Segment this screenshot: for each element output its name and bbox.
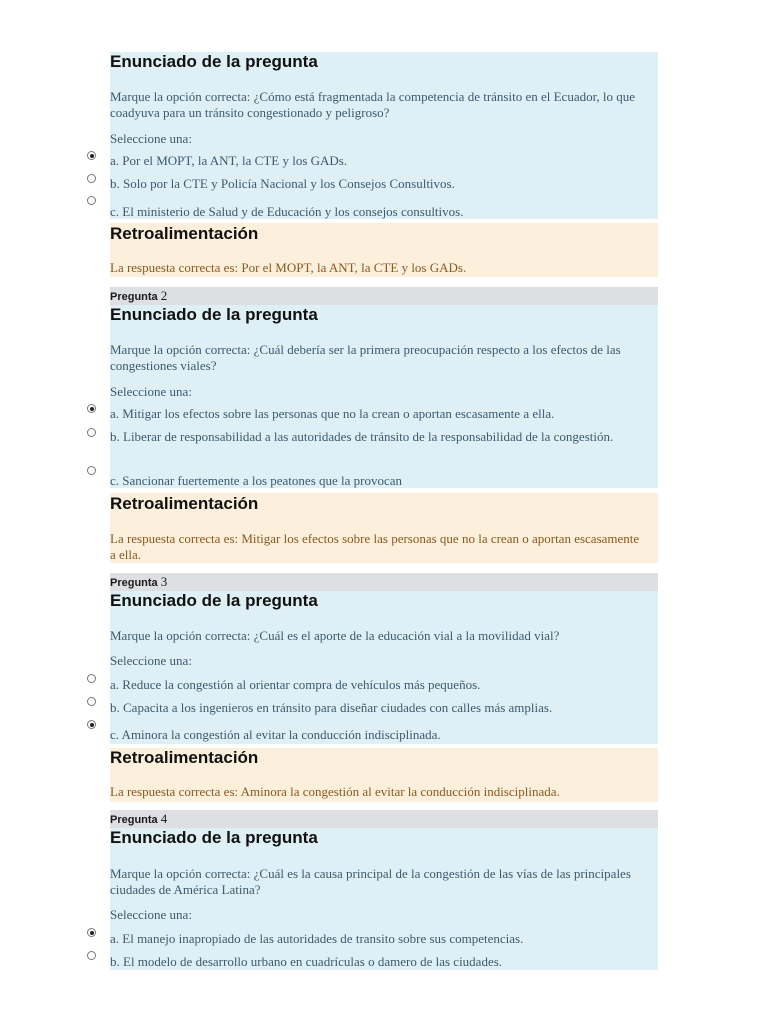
question-2-number xyxy=(110,287,658,305)
question-label: Pregunta xyxy=(110,814,158,826)
radio-q3-b[interactable] xyxy=(87,697,96,706)
option-b[interactable]: b. Capacita a los ingenieros en tránsito para diseñar ciudades con calles más amplias. xyxy=(110,700,553,715)
feedback-2-block xyxy=(110,493,658,563)
option-a[interactable]: a. Por el MOPT, la ANT, la CTE y los GADs. xyxy=(110,153,348,168)
question-2-block xyxy=(110,305,658,488)
option-c[interactable]: c. Sancionar fuertemente a los peatones que la provocan xyxy=(110,473,403,488)
option-c[interactable]: c. El ministerio de Salud y de Educación y los consejos consultivos. xyxy=(110,204,464,219)
question-heading: Enunciado de la pregunta xyxy=(110,828,318,847)
option-a[interactable]: a. Mitigar los efectos sobre las personas que no la crean o aportan escasamente a ella. xyxy=(110,406,555,421)
radio-q1-a[interactable] xyxy=(87,151,96,160)
question-text: Marque la opción correcta: ¿Cuál es la causa principal de la congestión de las vías de las principales ciudades de América Latina? xyxy=(110,866,631,897)
option-c[interactable]: c. Aminora la congestión al evitar la conducción indisciplinada. xyxy=(110,727,441,742)
option-a[interactable]: a. El manejo inapropiado de las autoridades de transito sobre sus competencias. xyxy=(110,931,524,946)
question-3-block xyxy=(110,591,658,744)
select-one-label: Seleccione una: xyxy=(110,131,192,146)
option-b[interactable]: b. Liberar de responsabilidad a las autoridades de tránsito de la responsabilidad de la congestión. xyxy=(110,429,614,444)
radio-q3-a[interactable] xyxy=(87,674,96,683)
feedback-heading: Retroalimentación xyxy=(110,494,259,513)
feedback-text: La respuesta correcta es: Aminora la congestión al evitar la conducción indisciplinada. xyxy=(110,784,560,799)
question-heading: Enunciado de la pregunta xyxy=(110,305,318,324)
question-number: 2 xyxy=(160,288,168,303)
question-label: Pregunta xyxy=(110,291,158,303)
select-one-label: Seleccione una: xyxy=(110,907,192,922)
radio-q4-b[interactable] xyxy=(87,951,96,960)
radio-q1-c[interactable] xyxy=(87,196,96,205)
feedback-heading: Retroalimentación xyxy=(110,748,259,767)
question-text: Marque la opción correcta: ¿Cómo está fragmentada la competencia de tránsito en el Ecuador, lo que coadyuva para un tránsito congestionado y peligroso? xyxy=(110,89,636,120)
feedback-text: La respuesta correcta es: Mitigar los efectos sobre las personas que no la crean o aportan escasamente a ella. xyxy=(110,531,640,562)
option-b[interactable]: b. El modelo de desarrollo urbano en cuadrículas o damero de las ciudades. xyxy=(110,954,503,969)
option-a[interactable]: a. Reduce la congestión al orientar compra de vehículos más pequeños. xyxy=(110,677,481,692)
question-4-block xyxy=(110,828,658,970)
question-number: 3 xyxy=(160,574,168,589)
question-3-number xyxy=(110,573,658,591)
radio-q2-b[interactable] xyxy=(87,428,96,437)
question-heading: Enunciado de la pregunta xyxy=(110,52,318,71)
feedback-heading: Retroalimentación xyxy=(110,224,259,243)
question-label: Pregunta xyxy=(110,577,158,589)
question-text: Marque la opción correcta: ¿Cuál debería ser la primera preocupación respecto a los efectos de las congestiones viales? xyxy=(110,342,621,373)
option-b[interactable]: b. Solo por la CTE y Policía Nacional y los Consejos Consultivos. xyxy=(110,176,455,191)
radio-q1-b[interactable] xyxy=(87,174,96,183)
radio-q4-a[interactable] xyxy=(87,928,96,937)
radio-q3-c[interactable] xyxy=(87,720,96,729)
feedback-text: La respuesta correcta es: Por el MOPT, la ANT, la CTE y los GADs. xyxy=(110,260,467,275)
question-number: 4 xyxy=(160,811,168,826)
feedback-3-block xyxy=(110,748,658,802)
question-heading: Enunciado de la pregunta xyxy=(110,591,318,610)
question-text: Marque la opción correcta: ¿Cuál es el aporte de la educación vial a la movilidad vial? xyxy=(110,628,560,643)
feedback-1-block xyxy=(110,223,658,277)
question-4-number xyxy=(110,810,658,828)
select-one-label: Seleccione una: xyxy=(110,653,192,668)
radio-q2-c[interactable] xyxy=(87,466,96,475)
select-one-label: Seleccione una: xyxy=(110,384,192,399)
question-1-block xyxy=(110,52,658,219)
radio-q2-a[interactable] xyxy=(87,404,96,413)
